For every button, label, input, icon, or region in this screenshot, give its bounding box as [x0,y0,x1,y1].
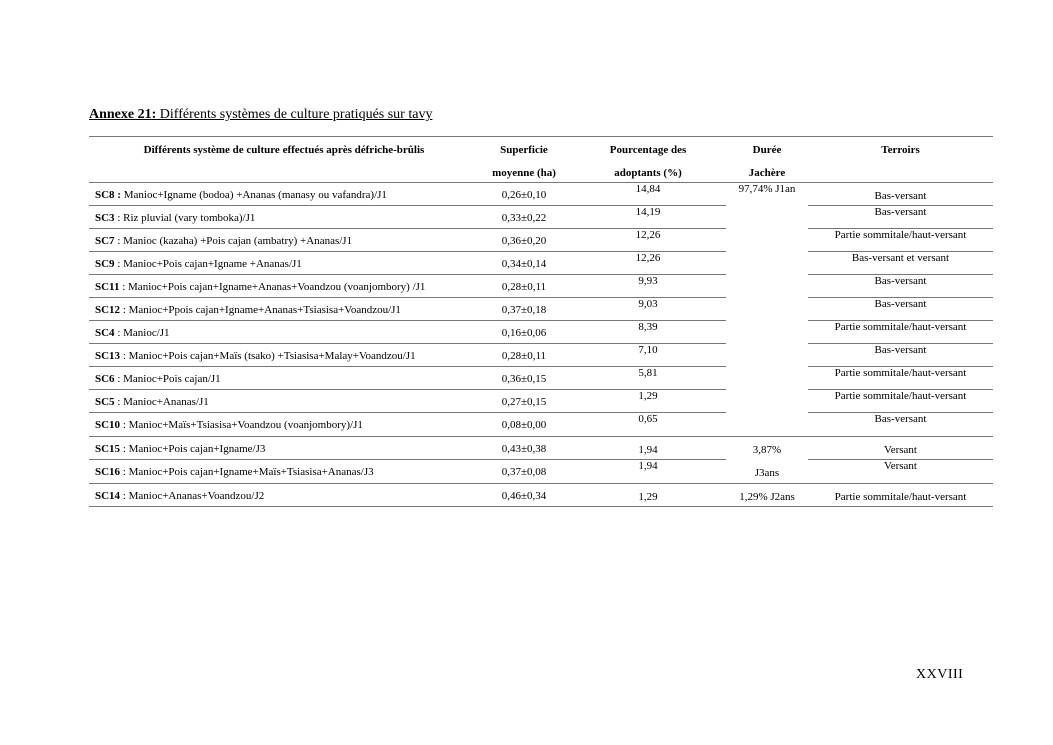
table-caption [89,107,432,123]
row-terroir: Bas-versant [874,298,927,310]
header-superficie-1: Superficie [500,144,548,156]
row-pourcentage: 8,39 [638,321,658,333]
header-systeme: Différents système de culture effectués après défriche-brûlis [143,144,425,156]
row-code: SC7 [95,235,115,247]
row-description: : Manioc+Pois cajan+Igname+Maïs+Tsiasisa+Ananas/J3 [120,466,374,478]
row-terroir: Bas-versant et versant [851,252,950,264]
row-code: SC16 [95,466,121,478]
header-pourcentage-1: Pourcentage des [609,144,687,156]
row-code: SC11 [95,281,120,293]
row-superficie: 0,34±0,14 [501,258,547,270]
duree-j3-label: J3ans [754,467,780,479]
row-pourcentage: 5,81 [638,367,658,379]
caption-label: Annexe 21: [89,107,157,122]
row-terroir: Partie sommitale/haut-versant [834,229,967,241]
row-terroir: Bas-versant [874,413,927,425]
row-pourcentage: 14,84 [635,183,661,195]
row-code: SC12 [95,304,121,316]
row-code: SC9 [95,258,115,270]
row-pourcentage: 9,03 [638,298,658,310]
row-separator [89,436,726,437]
row-description: : Manioc/J1 [114,327,170,339]
row-description: : Manioc+Ananas+Voandzou/J2 [120,490,265,502]
row-description: : Manioc (kazaha) +Pois cajan (ambatry) +Ananas/J1 [114,235,353,247]
row-label [95,396,209,409]
row-code: SC5 [95,396,115,408]
row-separator-terroir [808,436,993,437]
row-description: : Riz pluvial (vary tomboka)/J1 [114,212,256,224]
row-pourcentage: 1,94 [638,460,658,472]
duree-j2: 1,29% J2ans [739,491,795,503]
table-bottom-rule [89,506,993,507]
row-terroir: Partie sommitale/haut-versant [834,321,967,333]
row-code: SC3 [95,212,115,224]
caption-text: Différents systèmes de culture pratiqués sur tavy [156,107,433,122]
row-label [95,419,363,432]
row-pourcentage: 7,10 [638,344,658,356]
row-superficie: 0,26±0,10 [501,189,547,201]
row-superficie: 0,37±0,08 [501,466,547,478]
row-code: SC14 [95,490,121,502]
row-description: : Manioc+Pois cajan+Maïs (tsako) +Tsiasisa+Malay+Voandzou/J1 [120,350,416,362]
row-terroir: Bas-versant [874,344,927,356]
row-label [95,304,401,317]
row-superficie: 0,37±0,18 [501,304,547,316]
row-pourcentage: 0,65 [638,413,658,425]
row-terroir: Bas-versant [874,275,927,287]
row-terroir: Bas-versant [874,206,927,218]
row-pourcentage: 1,29 [638,491,658,503]
row-pourcentage: 14,19 [635,206,661,218]
row-terroir: Bas-versant [874,190,927,202]
row-pourcentage: 12,26 [635,252,661,264]
row-code: SC8 : [95,189,121,201]
row-code: SC13 [95,350,121,362]
row-description: : Manioc+Pois cajan/J1 [114,373,221,385]
page-number: XXVIII [916,667,964,682]
duree-j3-pct: 3,87% [752,444,782,456]
row-pourcentage: 9,93 [638,275,658,287]
row-superficie: 0,08±0,00 [501,419,547,431]
row-separator [89,483,726,484]
row-label [95,212,255,225]
row-code: SC10 [95,419,121,431]
row-label [95,490,264,503]
row-label [95,443,265,456]
row-label [95,235,352,248]
row-code: SC6 [95,373,115,385]
row-superficie: 0,28±0,11 [501,350,547,362]
row-description: Manioc+Igname (bodoa) +Ananas (manasy ou vafandra)/J1 [120,189,387,201]
row-label [95,373,221,386]
row-description: : Manioc+Pois cajan+Igname +Ananas/J1 [114,258,302,270]
row-terroir: Partie sommitale/haut-versant [834,491,967,503]
duree-j1: 97,74% J1an [738,183,796,195]
row-label [95,350,416,363]
row-description: : Manioc+Maïs+Tsiasisa+Voandzou (voanjombory)/J1 [120,419,363,431]
row-label [95,258,302,271]
row-pourcentage: 12,26 [635,229,661,241]
row-superficie: 0,36±0,20 [501,235,547,247]
row-terroir: Partie sommitale/haut-versant [834,390,967,402]
row-superficie: 0,33±0,22 [501,212,547,224]
header-duree-2: Jachère [748,167,786,179]
row-terroir: Versant [884,444,917,456]
row-terroir: Partie sommitale/haut-versant [834,367,967,379]
row-description: : Manioc+Ppois cajan+Igname+Ananas+Tsiasisa+Voandzou/J1 [120,304,401,316]
row-terroir: Versant [884,460,917,472]
row-label [95,189,387,202]
row-code: SC15 [95,443,121,455]
row-superficie: 0,27±0,15 [501,396,547,408]
header-duree-1: Durée [752,144,782,156]
row-code: SC4 [95,327,115,339]
row-separator-duree [726,483,808,484]
header-pourcentage-2: adoptants (%) [614,167,682,179]
row-superficie: 0,16±0,06 [501,327,547,339]
row-pourcentage: 1,94 [638,444,658,456]
row-superficie: 0,36±0,15 [501,373,547,385]
row-description: : Manioc+Pois cajan+Igname/J3 [120,443,266,455]
row-description: : Manioc+Pois cajan+Igname+Ananas+Voandzou (voanjombory) /J1 [119,281,426,293]
row-separator-duree [726,436,808,437]
row-superficie: 0,43±0,38 [501,443,547,455]
table-top-rule [89,136,993,137]
row-superficie: 0,46±0,34 [501,490,547,502]
row-description: : Manioc+Ananas/J1 [114,396,209,408]
row-label [95,327,170,340]
row-separator-terroir [808,483,993,484]
header-terroirs: Terroirs [881,144,920,156]
header-superficie-2: moyenne (ha) [492,167,556,179]
row-superficie: 0,28±0,11 [501,281,547,293]
row-label [95,281,425,294]
row-pourcentage: 1,29 [638,390,658,402]
row-label [95,466,374,479]
header-bottom-rule [89,182,993,183]
